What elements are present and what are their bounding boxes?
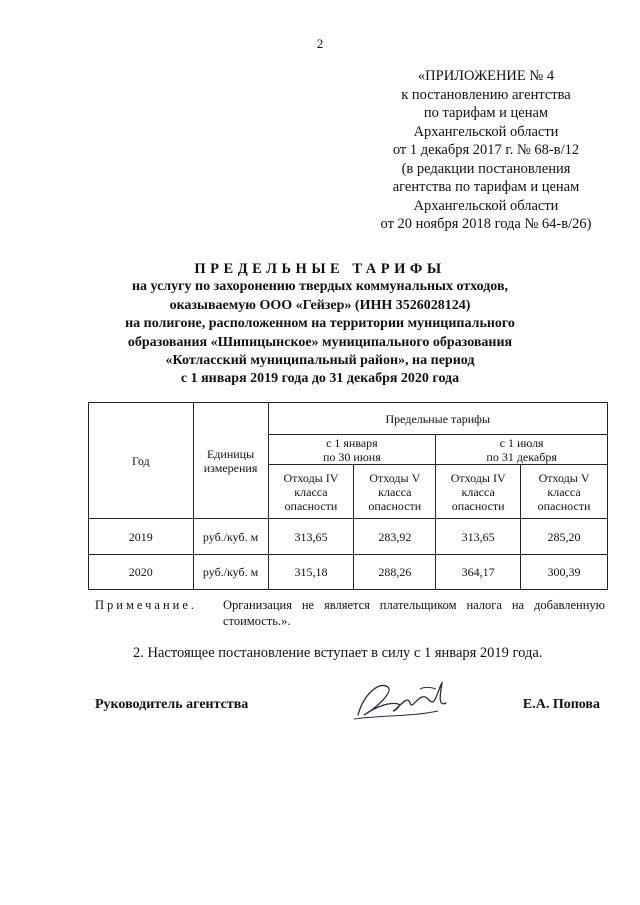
waste-class-line: класса	[294, 484, 328, 499]
waste-class-line: класса	[547, 484, 581, 499]
header-unit-line: Единицы	[206, 446, 255, 461]
waste-class-line: Отходы V	[369, 470, 421, 485]
signatory-name: Е.А. Попова	[522, 697, 600, 712]
table-row	[89, 555, 608, 590]
header-period-2	[436, 435, 608, 465]
footnote-label: Примечание.	[95, 598, 198, 612]
header-waste-iv-p1	[268, 465, 354, 519]
signatory-title: Руководитель агентства	[95, 697, 249, 712]
footnote-text: Организация не является плательщиком налога на добавленную стоимость.».	[223, 598, 605, 628]
period-line: по 31 декабря	[486, 449, 557, 464]
cell-value: 364,17	[436, 555, 521, 590]
title-line: «Котласский муниципальный район», на период	[165, 353, 475, 369]
waste-class-line: Отходы IV	[450, 470, 506, 485]
header-waste-iv-p2	[436, 465, 521, 519]
title-line: на услугу по захоронению твердых коммунальных отходов,	[131, 279, 509, 295]
table-row	[89, 519, 608, 555]
header-period-1	[268, 435, 436, 465]
cell-year: 2020	[89, 555, 194, 590]
handwritten-signature	[350, 675, 460, 730]
period-line: по 30 июня	[323, 449, 381, 464]
title-line: образования «Шипицынское» муниципального образования	[127, 334, 513, 350]
waste-class-line: опасности	[368, 498, 422, 513]
waste-class-line: опасности	[284, 498, 338, 513]
waste-class-line: опасности	[537, 498, 591, 513]
document-title	[70, 260, 570, 389]
signature-block	[95, 695, 600, 735]
waste-class-line: Отходы V	[538, 470, 590, 485]
tariffs-table	[88, 402, 608, 590]
waste-class-line: Отходы IV	[283, 470, 339, 485]
appendix-line: от 1 декабря 2017 г. № 68-в/12	[392, 142, 580, 158]
header-unit-line: измерения	[203, 460, 258, 475]
appendix-line: по тарифам и ценам	[423, 105, 549, 121]
cell-value: 313,65	[436, 519, 521, 555]
appendix-line: агентства по тарифам и ценам	[392, 179, 580, 195]
cell-value: 283,92	[354, 519, 436, 555]
header-waste-v-p1	[354, 465, 436, 519]
appendix-line: Архангельской области	[413, 123, 559, 140]
header-waste-v-p2	[521, 465, 608, 519]
waste-class-line: класса	[461, 484, 495, 499]
cell-unit: руб./куб. м	[193, 519, 268, 555]
appendix-line: к постановлению агентства	[401, 86, 571, 103]
cell-value: 315,18	[268, 555, 354, 590]
header-unit	[193, 403, 268, 519]
title-line: оказываемую ООО «Гейзер» (ИНН 3526028124)	[169, 297, 471, 313]
appendix-header	[336, 67, 636, 234]
page-number: 2	[316, 36, 324, 51]
appendix-line: (в редакции постановления	[401, 160, 571, 177]
period-line: с 1 июля	[499, 435, 544, 450]
waste-class-line: класса	[378, 484, 412, 499]
header-tariffs: Предельные тарифы	[268, 403, 607, 435]
cell-unit: руб./куб. м	[193, 555, 268, 590]
header-year: Год	[89, 403, 194, 519]
enforcement-clause: 2. Настоящее постановление вступает в силу с 1 января 2019 года.	[133, 645, 543, 661]
appendix-line: Архангельской области	[413, 197, 559, 214]
title-line: с 1 января 2019 года до 31 декабря 2020 года	[180, 371, 460, 387]
cell-value: 300,39	[521, 555, 608, 590]
cell-value: 313,65	[268, 519, 354, 555]
cell-year: 2019	[89, 519, 194, 555]
cell-value: 285,20	[521, 519, 608, 555]
title-heading: ПРЕДЕЛЬНЫЕ ТАРИФЫ	[194, 261, 446, 277]
cell-value: 288,26	[354, 555, 436, 590]
appendix-line: «ПРИЛОЖЕНИЕ № 4	[417, 68, 555, 84]
appendix-line: от 20 ноября 2018 года № 64-в/26)	[380, 216, 592, 232]
title-line: на полигоне, расположенном на территории муниципального	[125, 316, 515, 332]
waste-class-line: опасности	[451, 498, 505, 513]
period-line: с 1 января	[326, 435, 378, 450]
